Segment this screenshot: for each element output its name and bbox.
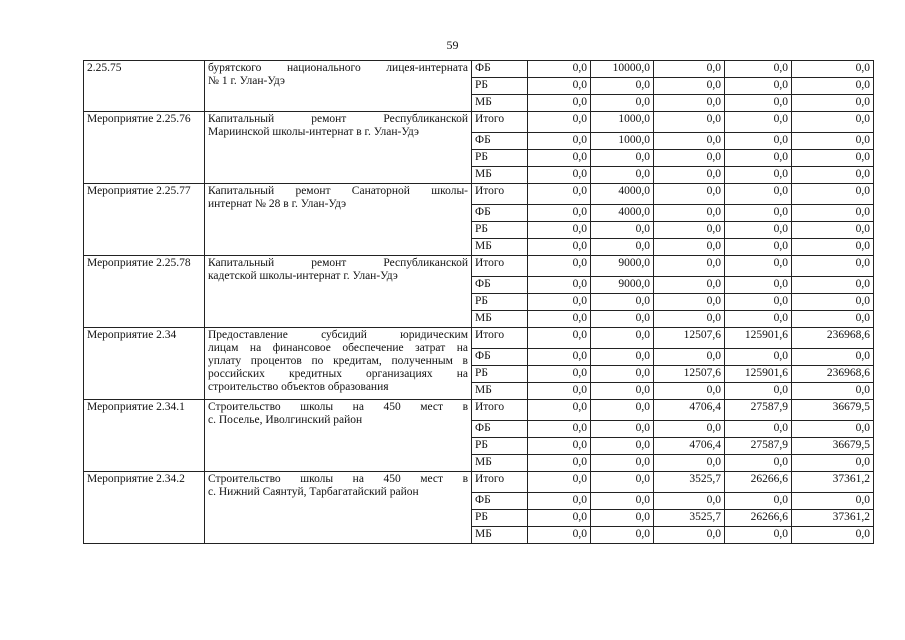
amount-cell: 0,0 bbox=[725, 421, 792, 438]
amount-cell: 4000,0 bbox=[591, 205, 654, 222]
amount-cell: 0,0 bbox=[528, 277, 591, 294]
amount-cell: 0,0 bbox=[792, 421, 874, 438]
measure-code: Мероприятие 2.34.1 bbox=[84, 400, 205, 472]
amount-cell: 0,0 bbox=[528, 205, 591, 222]
amount-cell: 0,0 bbox=[654, 112, 725, 133]
funding-source: Итого bbox=[472, 400, 528, 421]
description-line: Строительство школы на 450 мест в bbox=[208, 401, 468, 413]
amount-cell: 0,0 bbox=[591, 527, 654, 544]
amount-cell: 0,0 bbox=[792, 61, 874, 78]
description-line: российских кредитных организациях на bbox=[208, 368, 468, 380]
amount-cell: 0,0 bbox=[725, 78, 792, 95]
amount-cell: 0,0 bbox=[725, 311, 792, 328]
funding-source: РБ bbox=[472, 150, 528, 167]
amount-cell: 0,0 bbox=[792, 277, 874, 294]
amount-cell: 0,0 bbox=[792, 133, 874, 150]
amount-cell: 0,0 bbox=[591, 472, 654, 493]
measure-description bbox=[205, 472, 472, 544]
amount-cell: 0,0 bbox=[725, 256, 792, 277]
funding-source: МБ bbox=[472, 455, 528, 472]
amount-cell: 0,0 bbox=[591, 294, 654, 311]
amount-cell: 0,0 bbox=[725, 61, 792, 78]
funding-source: ФБ bbox=[472, 277, 528, 294]
amount-cell: 0,0 bbox=[528, 150, 591, 167]
amount-cell: 0,0 bbox=[528, 222, 591, 239]
description-line: лицам на финансовое обеспечение затрат на bbox=[208, 342, 468, 354]
amount-cell: 0,0 bbox=[725, 95, 792, 112]
measure-code: Мероприятие 2.25.78 bbox=[84, 256, 205, 328]
amount-cell: 0,0 bbox=[725, 222, 792, 239]
amount-cell: 0,0 bbox=[591, 222, 654, 239]
amount-cell: 125901,6 bbox=[725, 328, 792, 349]
amount-cell: 0,0 bbox=[591, 328, 654, 349]
description-line: Капитальный ремонт Санаторной школы- bbox=[208, 185, 468, 197]
amount-cell: 0,0 bbox=[591, 78, 654, 95]
amount-cell: 0,0 bbox=[725, 112, 792, 133]
description-line: Строительство школы на 450 мест в bbox=[208, 473, 468, 485]
amount-cell: 0,0 bbox=[725, 167, 792, 184]
table-row bbox=[84, 400, 874, 421]
amount-cell: 0,0 bbox=[591, 150, 654, 167]
amount-cell: 0,0 bbox=[725, 349, 792, 366]
amount-cell: 36679,5 bbox=[792, 400, 874, 421]
funding-source: РБ bbox=[472, 222, 528, 239]
amount-cell: 0,0 bbox=[725, 133, 792, 150]
amount-cell: 0,0 bbox=[725, 150, 792, 167]
amount-cell: 0,0 bbox=[591, 421, 654, 438]
amount-cell: 0,0 bbox=[654, 383, 725, 400]
funding-source: РБ bbox=[472, 438, 528, 455]
measure-code: Мероприятие 2.34.2 bbox=[84, 472, 205, 544]
amount-cell: 0,0 bbox=[654, 294, 725, 311]
amount-cell: 0,0 bbox=[654, 277, 725, 294]
description-line: Предоставление субсидий юридическим bbox=[208, 329, 468, 341]
amount-cell: 0,0 bbox=[654, 421, 725, 438]
measure-description bbox=[205, 256, 472, 328]
funding-source: Итого bbox=[472, 256, 528, 277]
amount-cell: 0,0 bbox=[528, 510, 591, 527]
amount-cell: 125901,6 bbox=[725, 366, 792, 383]
funding-source: МБ bbox=[472, 527, 528, 544]
amount-cell: 0,0 bbox=[725, 294, 792, 311]
table-row bbox=[84, 184, 874, 205]
amount-cell: 3525,7 bbox=[654, 510, 725, 527]
table-row bbox=[84, 328, 874, 349]
amount-cell: 0,0 bbox=[528, 256, 591, 277]
amount-cell: 0,0 bbox=[528, 366, 591, 383]
description-line: строительство объектов образования bbox=[208, 381, 389, 393]
amount-cell: 0,0 bbox=[528, 95, 591, 112]
amount-cell: 236968,6 bbox=[792, 366, 874, 383]
amount-cell: 0,0 bbox=[654, 150, 725, 167]
funding-source: ФБ bbox=[472, 349, 528, 366]
amount-cell: 0,0 bbox=[792, 527, 874, 544]
amount-cell: 0,0 bbox=[591, 239, 654, 256]
amount-cell: 0,0 bbox=[591, 455, 654, 472]
amount-cell: 0,0 bbox=[528, 112, 591, 133]
amount-cell: 10000,0 bbox=[591, 61, 654, 78]
description-line: бурятского национального лицея-интерната bbox=[208, 62, 468, 74]
amount-cell: 0,0 bbox=[792, 167, 874, 184]
amount-cell: 0,0 bbox=[591, 95, 654, 112]
amount-cell: 0,0 bbox=[591, 311, 654, 328]
amount-cell: 0,0 bbox=[792, 455, 874, 472]
amount-cell: 1000,0 bbox=[591, 133, 654, 150]
amount-cell: 0,0 bbox=[654, 133, 725, 150]
measure-description bbox=[205, 112, 472, 184]
amount-cell: 0,0 bbox=[725, 239, 792, 256]
amount-cell: 0,0 bbox=[654, 222, 725, 239]
amount-cell: 0,0 bbox=[528, 239, 591, 256]
amount-cell: 9000,0 bbox=[591, 277, 654, 294]
amount-cell: 0,0 bbox=[654, 256, 725, 277]
amount-cell: 0,0 bbox=[792, 311, 874, 328]
amount-cell: 0,0 bbox=[792, 112, 874, 133]
amount-cell: 0,0 bbox=[654, 455, 725, 472]
amount-cell: 0,0 bbox=[654, 78, 725, 95]
measure-description bbox=[205, 61, 472, 112]
amount-cell: 0,0 bbox=[725, 277, 792, 294]
amount-cell: 37361,2 bbox=[792, 510, 874, 527]
amount-cell: 0,0 bbox=[528, 78, 591, 95]
amount-cell: 0,0 bbox=[654, 205, 725, 222]
amount-cell: 26266,6 bbox=[725, 472, 792, 493]
amount-cell: 0,0 bbox=[792, 205, 874, 222]
amount-cell: 236968,6 bbox=[792, 328, 874, 349]
funding-source: ФБ bbox=[472, 493, 528, 510]
funding-source: Итого bbox=[472, 472, 528, 493]
description-line: Капитальный ремонт Республиканской bbox=[208, 257, 468, 269]
table-row bbox=[84, 472, 874, 493]
page-number: 59 bbox=[446, 38, 459, 52]
measure-code: Мероприятие 2.25.76 bbox=[84, 112, 205, 184]
amount-cell: 0,0 bbox=[591, 510, 654, 527]
funding-source: РБ bbox=[472, 510, 528, 527]
amount-cell: 0,0 bbox=[528, 294, 591, 311]
funding-source: РБ bbox=[472, 78, 528, 95]
amount-cell: 0,0 bbox=[654, 61, 725, 78]
amount-cell: 27587,9 bbox=[725, 438, 792, 455]
amount-cell: 0,0 bbox=[591, 366, 654, 383]
amount-cell: 36679,5 bbox=[792, 438, 874, 455]
amount-cell: 3525,7 bbox=[654, 472, 725, 493]
amount-cell: 0,0 bbox=[792, 493, 874, 510]
amount-cell: 12507,6 bbox=[654, 366, 725, 383]
funding-source: МБ bbox=[472, 167, 528, 184]
amount-cell: 0,0 bbox=[528, 167, 591, 184]
amount-cell: 0,0 bbox=[654, 311, 725, 328]
amount-cell: 0,0 bbox=[591, 349, 654, 366]
amount-cell: 0,0 bbox=[591, 438, 654, 455]
amount-cell: 0,0 bbox=[792, 256, 874, 277]
amount-cell: 0,0 bbox=[725, 184, 792, 205]
table-row bbox=[84, 112, 874, 133]
amount-cell: 0,0 bbox=[792, 383, 874, 400]
amount-cell: 0,0 bbox=[528, 349, 591, 366]
description-line: Мариинской школы-интернат в г. Улан-Удэ bbox=[208, 126, 419, 138]
amount-cell: 0,0 bbox=[654, 167, 725, 184]
amount-cell: 0,0 bbox=[591, 167, 654, 184]
funding-source: ФБ bbox=[472, 61, 528, 78]
funding-source: МБ bbox=[472, 311, 528, 328]
description-line: с. Поселье, Иволгинский район bbox=[208, 414, 363, 426]
amount-cell: 0,0 bbox=[654, 95, 725, 112]
amount-cell: 0,0 bbox=[528, 493, 591, 510]
funding-source: ФБ bbox=[472, 205, 528, 222]
amount-cell: 0,0 bbox=[792, 95, 874, 112]
amount-cell: 0,0 bbox=[528, 311, 591, 328]
amount-cell: 0,0 bbox=[528, 61, 591, 78]
amount-cell: 0,0 bbox=[792, 78, 874, 95]
amount-cell: 0,0 bbox=[528, 400, 591, 421]
funding-source: Итого bbox=[472, 112, 528, 133]
amount-cell: 0,0 bbox=[654, 349, 725, 366]
amount-cell: 0,0 bbox=[792, 184, 874, 205]
amount-cell: 0,0 bbox=[528, 455, 591, 472]
table-row bbox=[84, 256, 874, 277]
amount-cell: 0,0 bbox=[528, 421, 591, 438]
funding-source: МБ bbox=[472, 239, 528, 256]
amount-cell: 0,0 bbox=[528, 438, 591, 455]
funding-source: Итого bbox=[472, 184, 528, 205]
amount-cell: 0,0 bbox=[528, 133, 591, 150]
amount-cell: 0,0 bbox=[654, 527, 725, 544]
description-line: с. Нижний Саянтуй, Тарбагатайский район bbox=[208, 486, 419, 498]
funding-source: РБ bbox=[472, 294, 528, 311]
amount-cell: 27587,9 bbox=[725, 400, 792, 421]
amount-cell: 26266,6 bbox=[725, 510, 792, 527]
amount-cell: 0,0 bbox=[792, 294, 874, 311]
amount-cell: 0,0 bbox=[725, 493, 792, 510]
description-line: кадетской школы-интернат г. Улан-Удэ bbox=[208, 270, 398, 282]
measure-code: Мероприятие 2.25.77 bbox=[84, 184, 205, 256]
amount-cell: 4000,0 bbox=[591, 184, 654, 205]
funding-source: Итого bbox=[472, 328, 528, 349]
amount-cell: 0,0 bbox=[725, 527, 792, 544]
amount-cell: 4706,4 bbox=[654, 400, 725, 421]
measure-description bbox=[205, 184, 472, 256]
amount-cell: 12507,6 bbox=[654, 328, 725, 349]
funding-source: РБ bbox=[472, 366, 528, 383]
amount-cell: 1000,0 bbox=[591, 112, 654, 133]
amount-cell: 0,0 bbox=[528, 383, 591, 400]
amount-cell: 4706,4 bbox=[654, 438, 725, 455]
amount-cell: 0,0 bbox=[792, 150, 874, 167]
amount-cell: 0,0 bbox=[591, 400, 654, 421]
amount-cell: 0,0 bbox=[792, 239, 874, 256]
amount-cell: 0,0 bbox=[654, 239, 725, 256]
description-line: интернат № 28 в г. Улан-Удэ bbox=[208, 198, 347, 210]
table-row bbox=[84, 61, 874, 78]
description-line: Капитальный ремонт Республиканской bbox=[208, 113, 468, 125]
measure-code: 2.25.75 bbox=[84, 61, 205, 112]
amount-cell: 0,0 bbox=[654, 493, 725, 510]
description-line: № 1 г. Улан-Удэ bbox=[208, 75, 285, 87]
amount-cell: 0,0 bbox=[725, 383, 792, 400]
amount-cell: 0,0 bbox=[792, 349, 874, 366]
measure-code: Мероприятие 2.34 bbox=[84, 328, 205, 400]
amount-cell: 0,0 bbox=[591, 493, 654, 510]
amount-cell: 0,0 bbox=[528, 328, 591, 349]
amount-cell: 0,0 bbox=[528, 184, 591, 205]
funding-source: МБ bbox=[472, 383, 528, 400]
amount-cell: 0,0 bbox=[725, 205, 792, 222]
funding-source: ФБ bbox=[472, 421, 528, 438]
amount-cell: 9000,0 bbox=[591, 256, 654, 277]
funding-source: ФБ bbox=[472, 133, 528, 150]
amount-cell: 0,0 bbox=[725, 455, 792, 472]
measure-description bbox=[205, 400, 472, 472]
amount-cell: 0,0 bbox=[591, 383, 654, 400]
amount-cell: 37361,2 bbox=[792, 472, 874, 493]
measure-description bbox=[205, 328, 472, 400]
amount-cell: 0,0 bbox=[654, 184, 725, 205]
amount-cell: 0,0 bbox=[792, 222, 874, 239]
description-line: уплату процентов по кредитам, полученным в bbox=[208, 355, 468, 367]
amount-cell: 0,0 bbox=[528, 527, 591, 544]
budget-table bbox=[83, 60, 874, 544]
amount-cell: 0,0 bbox=[528, 472, 591, 493]
funding-source: МБ bbox=[472, 95, 528, 112]
